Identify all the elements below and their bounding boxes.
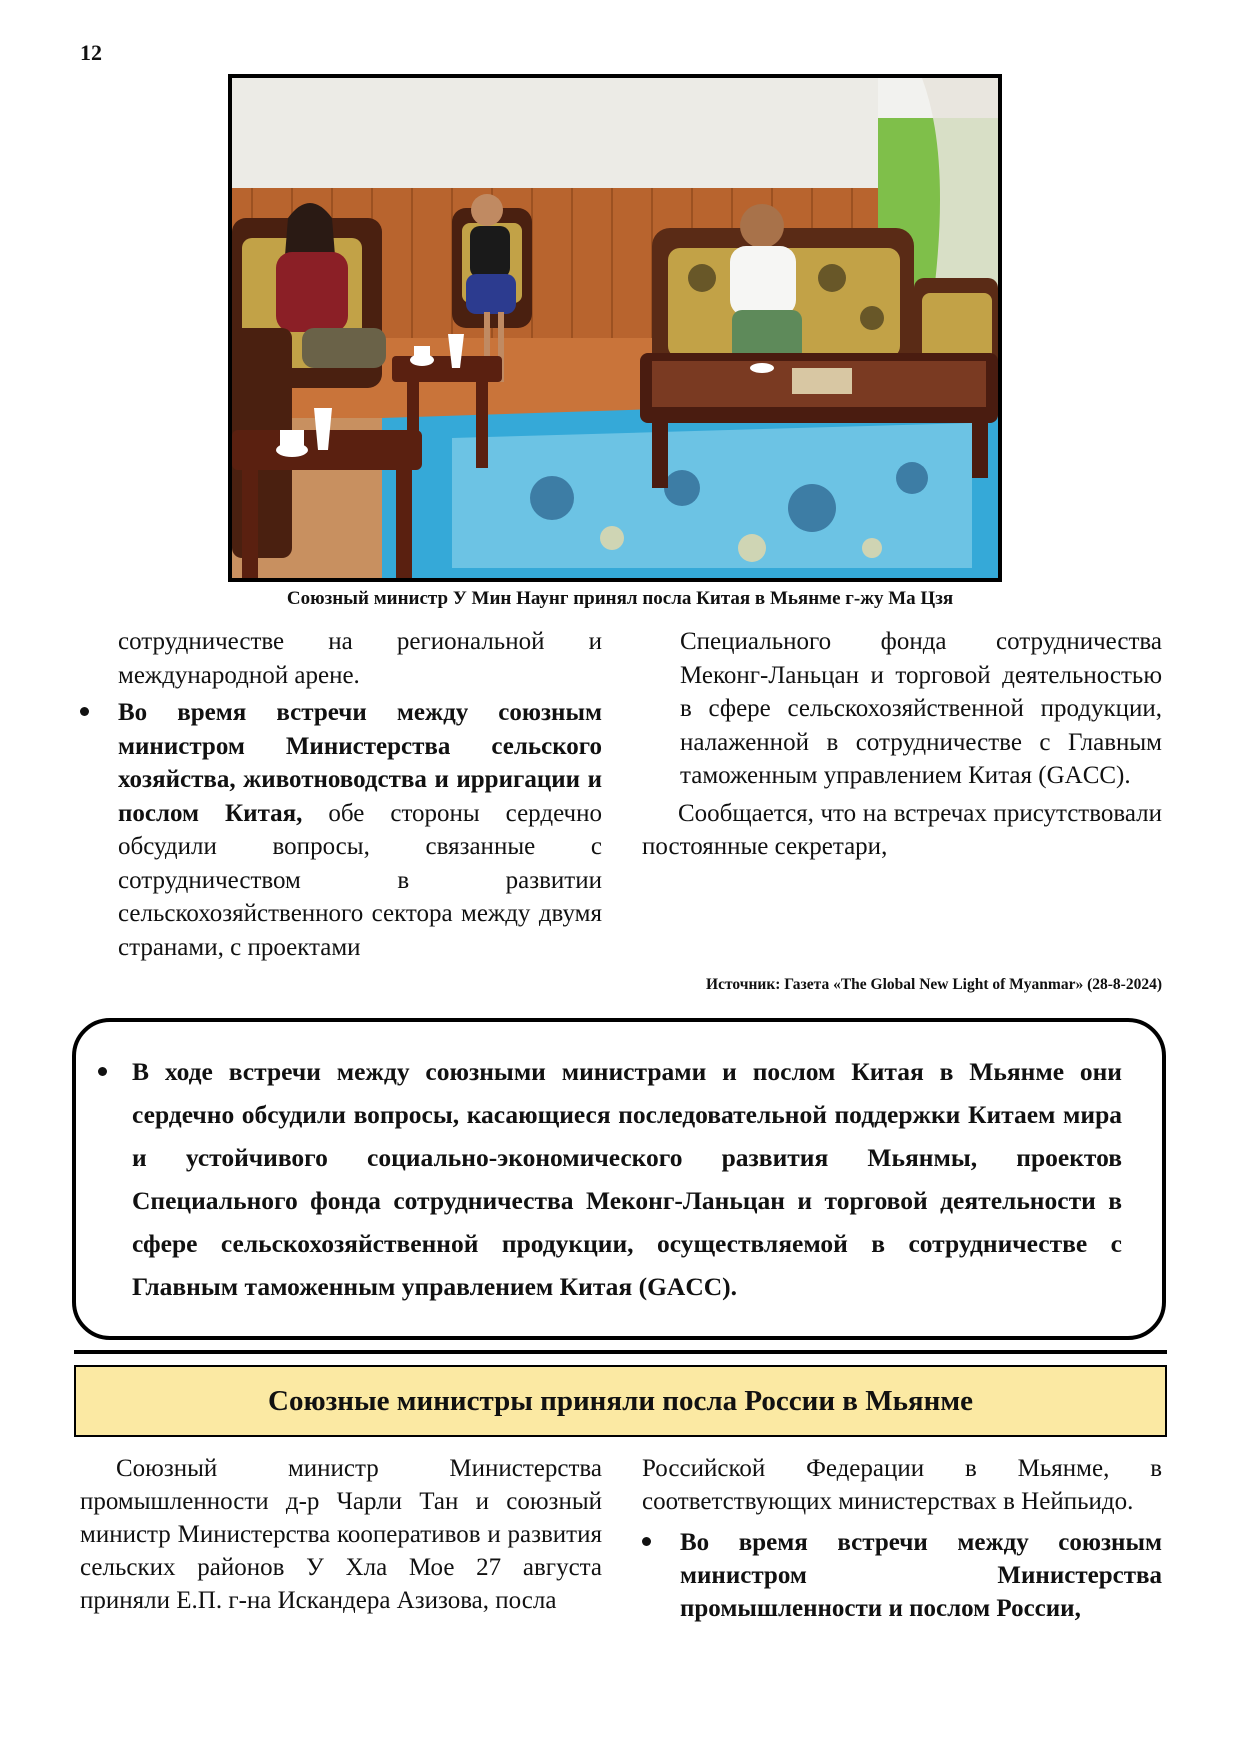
bullet-icon (98, 1067, 107, 1076)
bullet-icon (80, 707, 89, 716)
meeting-photo-illustration (232, 78, 998, 578)
article2-left-para: Союзный министр Министерства промышленности д-р Чарли Тан и союзный министр Министерства кооперативов и развития сельских районов У Хла Мое 27 августа приняли Е.П. г-на Искандера Азизова, посла (80, 1455, 602, 1614)
article2-right-column (642, 1452, 1162, 1625)
article1-left-line-1: сотрудничестве на региональной и (118, 628, 602, 655)
bullet-icon (642, 1537, 651, 1546)
photo-caption: Союзный министр У Мин Наунг принял посла Китая в Мьянме г-жу Ма Цзя (286, 588, 954, 609)
article2-left-column (80, 1452, 602, 1617)
article1-right-column (642, 625, 1162, 864)
section-heading: Союзные министры приняли посла России в Мьянме (74, 1365, 1167, 1437)
summary-bullet-text: В ходе встречи между союзными министрами и послом Китая в Мьянме они сердечно обсудили вопросы, касающиеся последовательной поддержки Китаем мира и устойчивого социально-экономического развития Мьянмы, проектов Специального фонда сотрудничества Меконг-Ланьцан и торговой деятельности в сфере сельскохозяйственной продукции, осуществляемой в сотрудничестве с Главным таможенным управлением Китая (GACC). (132, 1057, 1122, 1301)
article1-bullet-item (80, 696, 602, 964)
article1-bullet-bold: Во время встречи между союзным министром Министерства сельского хозяйства, животноводства и ирригации и послом Китая, (118, 699, 602, 827)
article2-right-para: Российской Федерации в Мьянме, в соответствующих министерствах в Нейпьидо. (642, 1455, 1162, 1515)
article2-bullet-bold: Во время встречи между союзным министром Министерства промышленности и послом России, (680, 1529, 1162, 1622)
article1-left-column (80, 625, 602, 964)
article1-right-para-2: Сообщается, что на встречах присутствовали постоянные секретари, (642, 799, 1162, 860)
article2-bullet-item (642, 1526, 1162, 1625)
article1-bullet-list (80, 696, 602, 964)
summary-text (132, 1050, 1122, 1308)
article1-right-para-1: Специального фонда сотрудничества Меконг-Ланьцан и торговой деятельностью в сфере сельскохозяйственной продукции, налаженной в сотрудничестве с Главным таможенным управлением Китая (GACC). (680, 628, 1162, 789)
article1-left-line-2: международной арене. (118, 661, 360, 689)
meeting-photo (228, 74, 1002, 582)
source-citation: Источник: Газета «The Global New Light of Myanmar» (28-8-2024) (706, 976, 1162, 993)
page-number: 12 (80, 40, 102, 65)
section-divider (74, 1350, 1167, 1354)
article2-bullet-list (642, 1526, 1162, 1625)
summary-box (72, 1018, 1166, 1340)
article1-bullet-text: обе стороны сердечно обсудили вопросы, связанные с сотрудничеством в развитии сельскохозяйственного сектора между двумя странами, с проектами (118, 799, 602, 961)
